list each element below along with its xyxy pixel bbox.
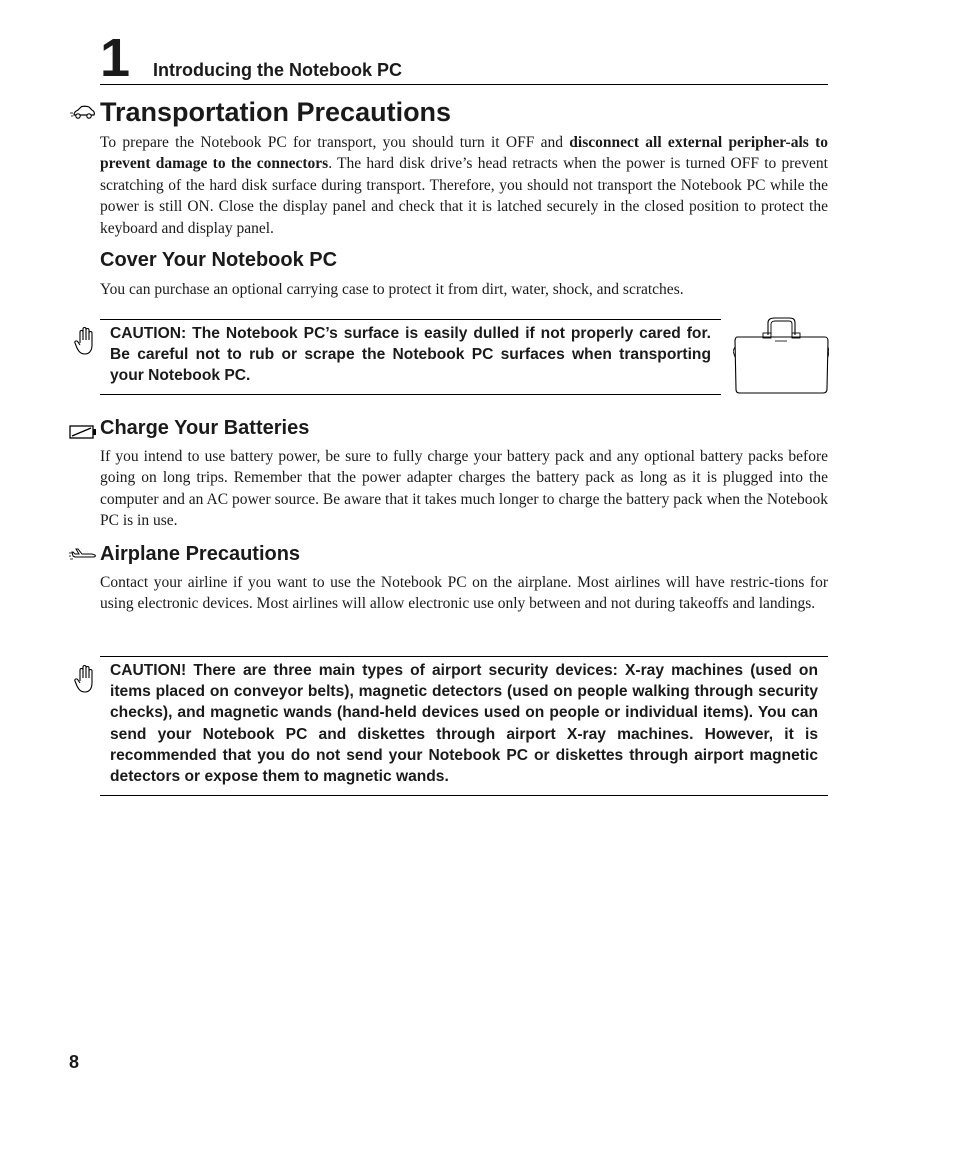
hand-caution-icon: [74, 326, 96, 361]
hand-caution-icon: [74, 664, 96, 699]
transport-text-start: To prepare the Notebook PC for transport, you should turn it OFF and: [100, 134, 570, 151]
car-icon: [70, 104, 96, 125]
header-divider: [100, 84, 828, 85]
caution-box-airport: [100, 656, 828, 796]
airplane-heading: Airplane Precautions: [100, 543, 301, 565]
transport-text-bold: disconnect all external peripher-als to prevent damage to the connectors: [100, 134, 828, 173]
airplane-icon: [69, 547, 97, 568]
page-title: Transportation Precautions: [100, 97, 452, 127]
page-number: 8: [69, 1052, 80, 1072]
battery-heading: Charge Your Batteries: [100, 417, 310, 439]
carrying-bag-illustration: [733, 317, 829, 402]
cover-paragraph: You can purchase an optional carrying case to protect it from dirt, water, shock, and scratches.: [100, 281, 684, 298]
cover-heading: Cover Your Notebook PC: [100, 249, 338, 271]
caution-text-airport: CAUTION! There are three main types of airport security devices: X-ray machines (used on items placed on conveyor belts), magnetic detectors (used on people walking through security checks), and magnetic wands (hand-held devices used on people or individual items). You can send your Notebook PC and diskettes through airport X-ray machines. However, it is recommended that you do not send your Notebook PC or diskettes through airport magnetic detectors or expose them to magnetic wands.: [110, 662, 818, 786]
transport-paragraph: [100, 132, 828, 239]
caution-box-surface: [100, 319, 721, 395]
caution-text-surface: CAUTION: The Notebook PC’s surface is easily dulled if not properly cared for. Be careful not to rub or scrape the Notebook PC surfaces when transporting your Notebook PC.: [110, 325, 711, 385]
transport-text-end: . The hard disk drive’s head retracts when the power is turned OFF to prevent scratching of the hard disk surface during transport. Therefore, you should not transport the Notebook PC while the power is still ON. Close the display panel and check that it is latched securely in the closed position to protect the keyboard and display panel.: [100, 155, 828, 237]
battery-icon: [69, 424, 97, 445]
battery-paragraph: If you intend to use battery power, be sure to fully charge your battery pack and any optional battery packs before going on long trips. Remember that the power adapter charges the battery pack as long as it is plugged into the computer and an AC power source. Be aware that it takes much longer to charge the battery pack when the Notebook PC is in use.: [100, 448, 828, 530]
chapter-title: Introducing the Notebook PC: [153, 60, 402, 80]
chapter-number: 1: [100, 28, 131, 88]
airplane-paragraph: Contact your airline if you want to use the Notebook PC on the airplane. Most airlines will have restric-tions for using electronic devices. Most airlines will allow electronic use only between and not during takeoffs and landings.: [100, 574, 828, 613]
